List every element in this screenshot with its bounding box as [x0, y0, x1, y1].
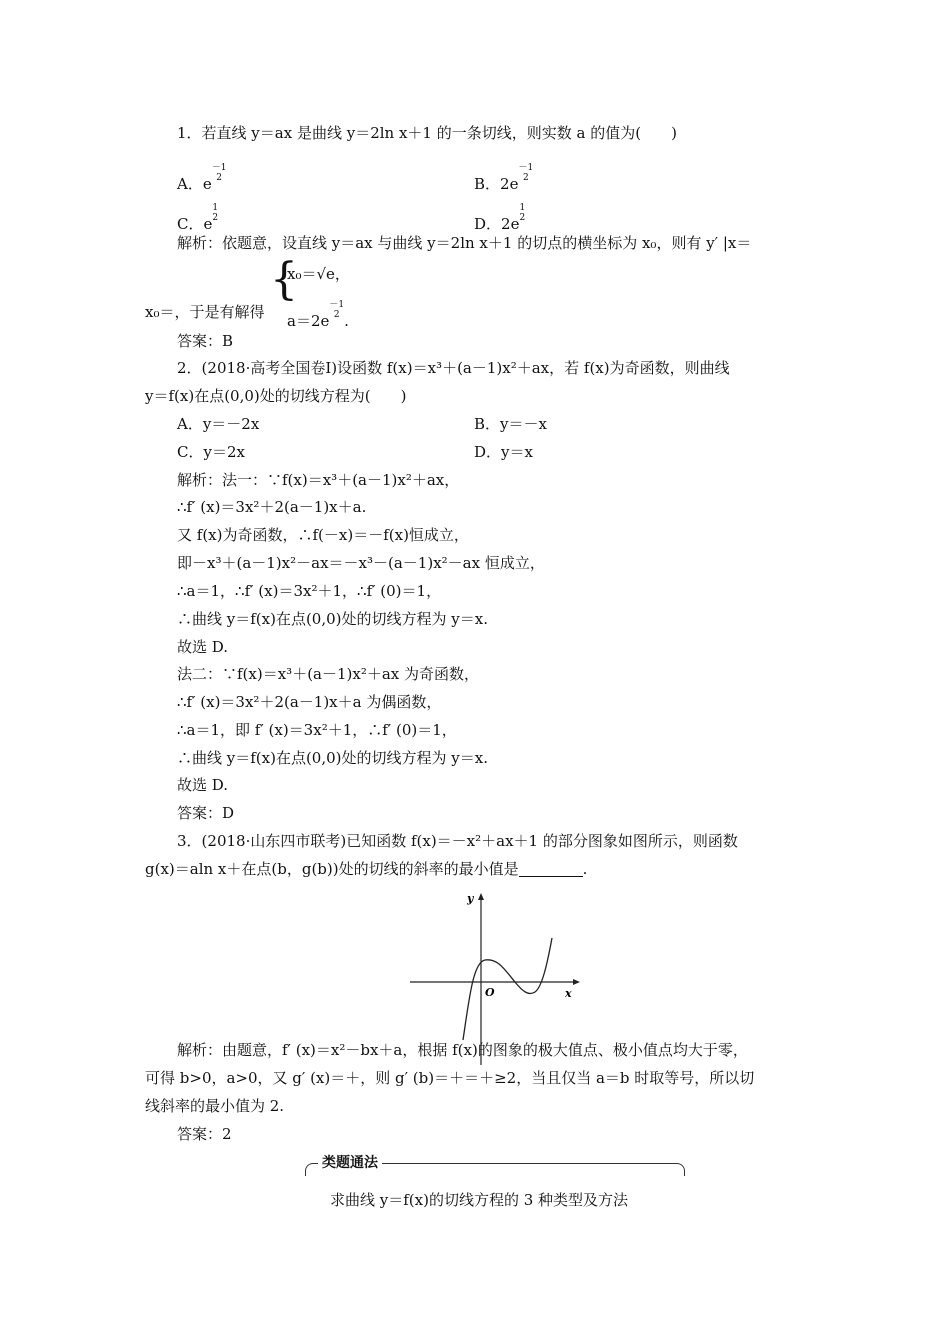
q3-stem-line2: g(x)＝aln x＋在点(b，g(b))处的切线的斜率的最小值是 . — [145, 860, 588, 878]
q2-solution-line: ∴曲线 y＝f(x)在点(0,0)处的切线方程为 y＝x. — [177, 749, 488, 767]
q2-stem-line1: 2．(2018·高考全国卷Ⅰ)设函数 f(x)＝x³＋(a－1)x²＋ax，若 f(x)为奇函数，则曲线 — [177, 359, 730, 377]
q1-option-d: D．2e 1 2 — [474, 203, 526, 233]
exponent: 1 2 — [212, 203, 219, 223]
q3-solution-line3: 线斜率的最小值为 2. — [145, 1097, 285, 1115]
y-axis-arrow — [478, 893, 484, 900]
x-axis-arrow — [573, 979, 580, 985]
q3-stem-line1: 3．(2018·山东四市联考)已知函数 f(x)＝－x²＋ax＋1 的部分图象如图所示，则函数 — [177, 832, 738, 850]
q2-solution-line: 法二：∵f(x)＝x³＋(a－1)x²＋ax 为奇函数， — [177, 665, 480, 683]
q1-solution-line2: x₀＝，于是有解得 — [145, 303, 265, 321]
system-brace: { — [270, 254, 298, 305]
q2-option-b: B．y＝－x — [474, 415, 547, 433]
q1-option-a: A．e －1 2 — [177, 163, 227, 193]
exponent: 1 2 — [519, 203, 526, 223]
q2-option-a: A．y＝－2x — [177, 415, 260, 433]
function-curve — [463, 938, 552, 1040]
q1-system-line2: a＝2e －1 2 . — [287, 300, 349, 330]
x-axis-label: x — [565, 987, 572, 1000]
exponent: －1 2 — [518, 163, 534, 183]
q3-solution-line1: 解析：由题意，f′ (x)＝x²－bx＋a，根据 f(x)的图象的极大值点、极小值点均大于零， — [177, 1041, 748, 1059]
section-corner-left — [305, 1163, 314, 1176]
q2-solution-line: ∴a＝1，∴f′ (x)＝3x²＋1，∴f′ (0)＝1， — [177, 582, 442, 600]
q2-solution-line: ∴曲线 y＝f(x)在点(0,0)处的切线方程为 y＝x. — [177, 610, 488, 628]
q1-option-b: B．2e －1 2 — [474, 163, 534, 193]
q2-solution-line: 故选 D. — [177, 638, 229, 656]
q1-system-line1: x₀＝√e， — [287, 265, 350, 283]
q2-stem-line2: y＝f(x)在点(0,0)处的切线方程为( ) — [145, 387, 407, 405]
q2-solution-line: ∴f′ (x)＝3x²＋2(a－1)x＋a 为偶函数， — [177, 693, 442, 711]
q2-answer: 答案：D — [177, 804, 235, 822]
section-subtitle: 求曲线 y＝f(x)的切线方程的 3 种类型及方法 — [330, 1191, 629, 1209]
q1-stem: 1．若直线 y＝ax 是曲线 y＝2ln x＋1 的一条切线，则实数 a 的值为( ) — [177, 124, 677, 142]
q2-solution-line: 故选 D. — [177, 776, 229, 794]
q2-option-c: C．y＝2x — [177, 443, 245, 461]
q1-solution-line1: 解析：依题意，设直线 y＝ax 与曲线 y＝2ln x＋1 的切点的横坐标为 x₀，则有 y′ |x＝ — [177, 234, 752, 252]
y-axis-label: y — [467, 892, 474, 905]
q2-solution-line: ∴a＝1，即 f′ (x)＝3x²＋1，∴f′ (0)＝1， — [177, 721, 457, 739]
answer-blank — [519, 862, 583, 877]
origin-label: O — [485, 986, 495, 999]
q2-solution-line: 即－x³＋(a－1)x²－ax＝－x³－(a－1)x²－ax 恒成立， — [177, 554, 545, 572]
q1-option-c: C．e 1 2 — [177, 203, 219, 233]
q3-solution-line2: 可得 b>0，a>0，又 g′ (x)＝＋，则 g′ (b)＝＋＝＋≥2，当且仅当 a＝b 时取等号，所以切 — [145, 1069, 755, 1087]
q2-solution-line: 解析：法一：∵f(x)＝x³＋(a－1)x²＋ax， — [177, 471, 460, 489]
section-title: 类题通法 — [318, 1154, 382, 1172]
q2-option-d: D．y＝x — [474, 443, 533, 461]
section-corner-right — [676, 1163, 685, 1176]
q1-answer: 答案：B — [177, 332, 234, 350]
exponent: －1 2 — [211, 163, 227, 183]
q3-answer: 答案：2 — [177, 1125, 232, 1143]
q2-solution-line: 又 f(x)为奇函数，∴f(－x)＝－f(x)恒成立， — [177, 526, 469, 544]
exponent: －1 2 — [329, 300, 345, 320]
q2-solution-line: ∴f′ (x)＝3x²＋2(a－1)x＋a. — [177, 498, 367, 516]
